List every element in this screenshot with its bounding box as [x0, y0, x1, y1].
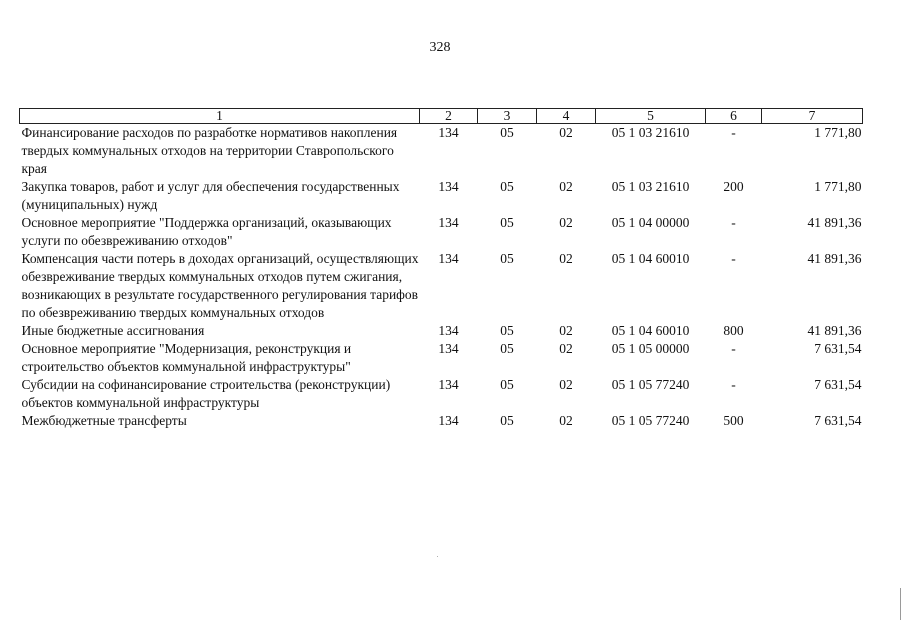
table-row [20, 178, 863, 214]
row-section-code: 05 [500, 377, 514, 392]
page-number: 328 [429, 40, 451, 55]
row-target-article: 05 1 05 77240 [611, 413, 690, 428]
row-section-code: 05 [500, 251, 514, 266]
table-row [20, 322, 863, 340]
row-subsection-code: 02 [559, 341, 573, 356]
header-col-6: 6 [706, 109, 762, 124]
row-section-code: 05 [500, 215, 514, 230]
row-amount: 41 891,36 [807, 323, 862, 338]
row-ministry-code: 134 [438, 377, 459, 392]
row-subsection-code: 02 [559, 179, 573, 194]
table-row [20, 124, 863, 179]
row-target-article: 05 1 05 00000 [611, 341, 690, 356]
row-name: Основное мероприятие "Модернизация, реконструкция и строительство объектов коммунальной инфраструктуры" [21, 341, 352, 374]
row-target-article: 05 1 04 60010 [611, 323, 690, 338]
row-subsection-code: 02 [559, 125, 573, 140]
row-name: Финансирование расходов по разработке нормативов накопления твердых коммунальных отходов на территории Ставропольского края [21, 125, 398, 176]
header-col-1: 1 [20, 109, 420, 124]
header-col-2: 2 [420, 109, 478, 124]
row-name: Компенсация части потерь в доходах организаций, осуществляющих обезвреживание твердых коммунальных отходов путем сжигания, возникающих в результате государственного регулирования тарифов по обезвреживанию твердых коммунальных отходов [21, 251, 419, 320]
row-amount: 7 631,54 [814, 341, 862, 356]
row-name: Иные бюджетные ассигнования [21, 323, 205, 338]
row-ministry-code: 134 [438, 125, 459, 140]
row-name: Межбюджетные трансферты [21, 413, 187, 428]
row-subsection-code: 02 [559, 215, 573, 230]
row-target-article: 05 1 03 21610 [611, 179, 690, 194]
header-col-5: 5 [596, 109, 706, 124]
row-section-code: 05 [500, 323, 514, 338]
row-amount: 41 891,36 [807, 215, 862, 230]
row-section-code: 05 [500, 179, 514, 194]
row-target-article: 05 1 03 21610 [611, 125, 690, 140]
table-header [20, 109, 863, 124]
header-col-7: 7 [762, 109, 863, 124]
row-target-article: 05 1 05 77240 [611, 377, 690, 392]
row-subsection-code: 02 [559, 413, 573, 428]
row-target-article: 05 1 04 00000 [611, 215, 690, 230]
row-expense-type: 500 [723, 413, 744, 428]
row-target-article: 05 1 04 60010 [611, 251, 690, 266]
row-section-code: 05 [500, 125, 514, 140]
table-body [20, 124, 863, 431]
row-ministry-code: 134 [438, 215, 459, 230]
row-expense-type: - [731, 251, 736, 266]
row-ministry-code: 134 [438, 323, 459, 338]
row-ministry-code: 134 [438, 179, 459, 194]
row-subsection-code: 02 [559, 377, 573, 392]
scan-edge-line [900, 588, 901, 620]
row-ministry-code: 134 [438, 341, 459, 356]
row-subsection-code: 02 [559, 323, 573, 338]
row-name: Закупка товаров, работ и услуг для обеспечения государственных (муниципальных) нужд [21, 179, 400, 212]
table-row [20, 214, 863, 250]
row-name: Основное мероприятие "Поддержка организаций, оказывающих услуги по обезвреживанию отходов" [21, 215, 392, 248]
row-amount: 7 631,54 [814, 377, 862, 392]
budget-table [19, 108, 863, 430]
row-expense-type: - [731, 341, 736, 356]
row-name: Субсидии на софинансирование строительства (реконструкции) объектов коммунальной инфраструктуры [21, 377, 391, 410]
header-col-3: 3 [478, 109, 537, 124]
row-expense-type: 200 [723, 179, 744, 194]
row-section-code: 05 [500, 413, 514, 428]
row-expense-type: - [731, 125, 736, 140]
row-ministry-code: 134 [438, 413, 459, 428]
table-row [20, 376, 863, 412]
table-row [20, 250, 863, 322]
header-col-4: 4 [537, 109, 596, 124]
row-expense-type: 800 [723, 323, 744, 338]
row-section-code: 05 [500, 341, 514, 356]
scan-speck [437, 556, 438, 557]
table-row [20, 412, 863, 430]
row-ministry-code: 134 [438, 251, 459, 266]
table-row [20, 340, 863, 376]
row-expense-type: - [731, 215, 736, 230]
row-amount: 1 771,80 [814, 179, 862, 194]
header-row [20, 109, 863, 124]
row-expense-type: - [731, 377, 736, 392]
row-amount: 1 771,80 [814, 125, 862, 140]
row-amount: 41 891,36 [807, 251, 862, 266]
row-subsection-code: 02 [559, 251, 573, 266]
row-amount: 7 631,54 [814, 413, 862, 428]
